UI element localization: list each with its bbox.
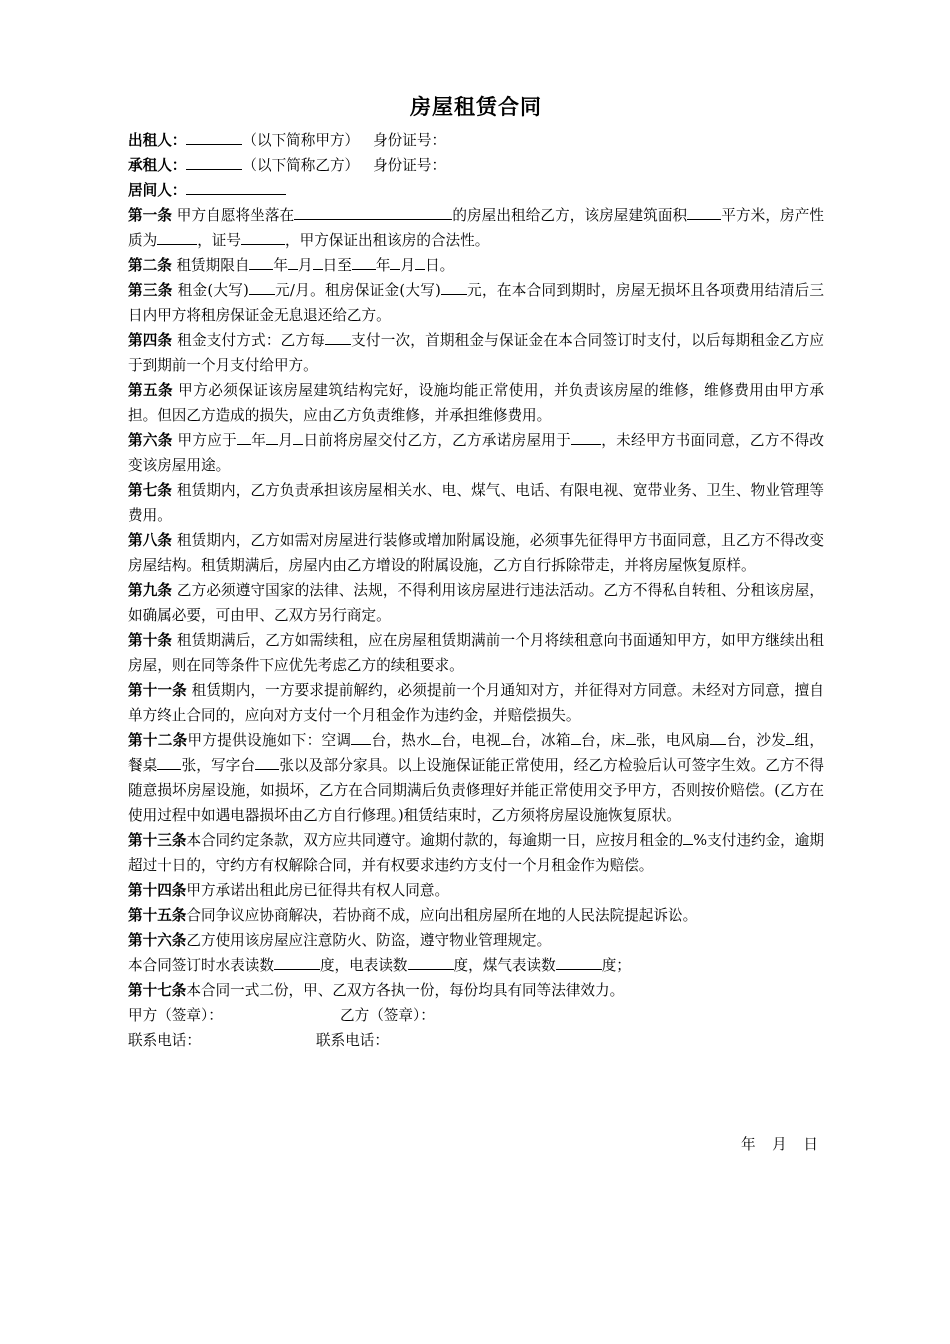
- blank: [710, 730, 726, 745]
- day-end-label: 日。: [425, 257, 455, 274]
- clause-5-head: 第五条: [128, 382, 174, 399]
- blank: [351, 730, 371, 745]
- party-b-signature: 乙方（签章）：: [340, 1007, 435, 1024]
- electric-blank: [408, 955, 454, 970]
- clause-12-text-g: 台，沙发: [726, 732, 787, 749]
- clause-8-text: 租赁期内，乙方如需对房屋进行装修或增加附属设施，必须事先征得甲方书面同意，且乙方不得改变房屋结构。租赁期满后，房屋内由乙方增设的附属设施，乙方自行拆除带走，并将房屋恢复原样。: [128, 532, 824, 574]
- clause-1-text-e: ，甲方保证出租该房的合法性。: [285, 232, 490, 249]
- clause-10-head: 第十条: [128, 632, 173, 649]
- clause-12-head: 第十二条: [128, 732, 188, 749]
- clause-11-head: 第十一条: [128, 682, 187, 699]
- clause-1-text-b: 的房屋出租给乙方，该房屋建筑面积: [452, 207, 688, 224]
- gas-meter-label: 度，煤气表读数: [453, 957, 556, 974]
- blank: [237, 430, 251, 445]
- clause-13: [128, 828, 824, 878]
- clause-6: [128, 428, 824, 478]
- penalty-rate-blank: [683, 830, 693, 845]
- clause-10-text: 租赁期满后，乙方如需续租，应在房屋租赁期满前一个月将续租意向书面通知甲方，如甲方继续出租房屋，则在同等条件下应优先考虑乙方的续租要求。: [128, 632, 824, 674]
- clause-1-head: 第一条: [128, 207, 173, 224]
- clause-7-head: 第七条: [128, 482, 173, 499]
- clause-1: [128, 203, 824, 253]
- clause-8: [128, 528, 824, 578]
- clause-15-head: 第十五条: [128, 907, 187, 924]
- clause-3-head: 第三条: [128, 282, 173, 299]
- clause-3-text-a: 租金(大写): [177, 282, 249, 299]
- signature-row: [128, 1003, 824, 1028]
- clause-16-head: 第十六条: [128, 932, 187, 949]
- clause-9: [128, 578, 824, 628]
- party-a-phone: 联系电话：: [128, 1032, 201, 1049]
- blank: [415, 255, 425, 270]
- gas-blank: [556, 955, 602, 970]
- id-label-b: 身份证号：: [373, 157, 447, 174]
- clause-6-head: 第六条: [128, 432, 173, 449]
- clause-6-text-c: ，未经甲方书面同意，乙方不得改变该房屋用途。: [128, 432, 824, 474]
- clause-14-text: 甲方承诺出租此房已征得共有权人同意。: [186, 882, 450, 899]
- usage-blank: [571, 430, 601, 445]
- month-label: 月: [400, 257, 416, 274]
- day-to-label: 日至: [322, 257, 352, 274]
- clause-2: [128, 253, 824, 278]
- clause-17: [128, 978, 824, 1003]
- clause-2-head: 第二条: [128, 257, 172, 274]
- clause-15: [128, 903, 824, 928]
- clause-1-text-d: ，证号: [197, 232, 241, 249]
- year-label: 年: [250, 432, 267, 449]
- address-blank: [294, 205, 452, 220]
- clause-12: [128, 728, 824, 828]
- blank: [431, 730, 441, 745]
- abbr-b: （以下简称乙方）: [242, 157, 360, 174]
- clause-12-text-f: 张，电风扇: [635, 732, 711, 749]
- broker-label: 居间人：: [128, 182, 187, 199]
- clause-4: [128, 328, 824, 378]
- clause-12-text-i: 张，写字台: [181, 757, 256, 774]
- clause-12-text-a: 甲方提供设施如下：空调: [187, 732, 352, 749]
- clause-16: [128, 928, 824, 953]
- lessor-line: [128, 128, 824, 153]
- water-meter-label: 本合同签订时水表读数: [128, 957, 274, 974]
- blank: [249, 255, 273, 270]
- broker-blank: [186, 180, 286, 195]
- party-a-signature: 甲方（签章）：: [128, 1007, 223, 1024]
- year-label: 年: [375, 257, 391, 274]
- blank: [255, 755, 279, 770]
- broker-line: [128, 178, 824, 203]
- blank: [390, 255, 400, 270]
- abbr-a: （以下简称甲方）: [242, 132, 360, 149]
- clause-14: [128, 878, 824, 903]
- blank: [501, 730, 511, 745]
- rent-blank: [249, 280, 275, 295]
- clause-11-text: 租赁期内，一方要求提前解约，必须提前一个月通知对方，并征得对方同意。未经对方同意，擅自单方终止合同的，应向对方支付一个月租金作为违约金，并赔偿损失。: [128, 682, 824, 724]
- clause-3: [128, 278, 824, 328]
- clause-12-text-d: 台，冰箱: [510, 732, 571, 749]
- blank: [288, 255, 298, 270]
- clause-6-text-b: 日前将房屋交付乙方，乙方承诺房屋用于: [303, 432, 572, 449]
- party-b-phone: 联系电话：: [316, 1032, 389, 1049]
- blank: [571, 730, 581, 745]
- lessor-blank: [186, 130, 242, 145]
- meter-readings: [128, 953, 824, 978]
- clause-5-text: 甲方必须保证该房屋建筑结构完好，设施均能正常使用，并负责该房屋的维修，维修费用由甲方承担。但因乙方造成的损失，应由乙方负责维修，并承担维修费用。: [128, 382, 824, 424]
- clause-16-text: 乙方使用该房屋应注意防火、防盗，遵守物业管理规定。: [186, 932, 552, 949]
- lessee-label: 承租人：: [128, 157, 187, 174]
- meter-unit: 度；: [601, 957, 631, 974]
- clause-12-text-c: 台，电视: [441, 732, 501, 749]
- clause-9-head: 第九条: [128, 582, 173, 599]
- clause-8-head: 第八条: [128, 532, 173, 549]
- deposit-blank: [441, 280, 467, 295]
- clause-6-text-a: 甲方应于: [177, 432, 237, 449]
- property-blank: [157, 230, 197, 245]
- month-label: 月: [278, 432, 294, 449]
- phone-row: [128, 1028, 824, 1053]
- blank: [293, 430, 303, 445]
- sign-date: 年 月 日: [740, 1136, 824, 1153]
- blank: [266, 430, 278, 445]
- clause-1-text-a: 甲方自愿将坐落在: [176, 207, 295, 224]
- clause-17-head: 第十七条: [128, 982, 187, 999]
- year-label: 年: [273, 257, 289, 274]
- clause-17-text: 本合同一式二份，甲、乙双方各执一份，每份均具有同等法律效力。: [186, 982, 625, 999]
- lessee-blank: [186, 155, 242, 170]
- clause-7: [128, 478, 824, 528]
- clause-5: [128, 378, 824, 428]
- blank: [626, 730, 636, 745]
- clause-12-text-h: 组，餐桌: [128, 732, 824, 774]
- clause-12-text-j: 张以及部分家具。以上设施保证能正常使用，经乙方检验后认可签字生效。乙方不得随意损坏房屋设施，如损坏，乙方在合同期满后负责修理好并能正常使用交予甲方，否则按价赔偿。(乙方在使用过程中如遇电器损坏由乙方自行修理。)租赁结束时，乙方须将房屋设施恢复原状。: [128, 757, 824, 824]
- electric-meter-label: 度，电表读数: [319, 957, 408, 974]
- clause-1-text-c: 平方米，房产性质为: [128, 207, 824, 249]
- clause-4-head: 第四条: [128, 332, 173, 349]
- clause-3-text-b: 元/月。租房保证金(大写): [274, 282, 441, 299]
- blank: [786, 730, 794, 745]
- lessor-label: 出租人：: [128, 132, 187, 149]
- month-label: 月: [298, 257, 313, 274]
- clause-11: [128, 678, 824, 728]
- blank: [352, 255, 376, 270]
- clause-15-text: 合同争议应协商解决，若协商不成，应向出租房屋所在地的人民法院提起诉讼。: [186, 907, 698, 924]
- clause-13-head: 第十三条: [128, 832, 187, 849]
- cert-blank: [241, 230, 285, 245]
- clause-10: [128, 628, 824, 678]
- clause-13-text-a: 本合同约定条款，双方应共同遵守。逾期付款的，每逾期一日，应按月租金的: [186, 832, 684, 849]
- water-blank: [274, 955, 320, 970]
- area-blank: [687, 205, 721, 220]
- clause-14-head: 第十四条: [128, 882, 187, 899]
- clause-13-text-b: %支付违约金，逾期超过十日的，守约方有权解除合同，并有权要求违约方支付一个月租金作为赔偿。: [128, 832, 824, 874]
- clause-2-text-a: 租赁期限自: [176, 257, 250, 274]
- clause-9-text: 乙方必须遵守国家的法律、法规，不得利用该房屋进行违法活动。乙方不得私自转租、分租该房屋，如确属必要，可由甲、乙双方另行商定。: [128, 582, 824, 624]
- id-label-a: 身份证号：: [373, 132, 447, 149]
- blank: [157, 755, 181, 770]
- lessee-line: [128, 153, 824, 178]
- clause-4-text-b: 支付一次，首期租金与保证金在本合同签订时支付，以后每期租金乙方应于到期前一个月支付给甲方。: [128, 332, 824, 374]
- page-title: 房屋租赁合同: [410, 95, 542, 119]
- clause-12-text-b: 台，热水: [371, 732, 432, 749]
- contract-page: [128, 92, 824, 1153]
- clause-12-text-e: 台，床: [580, 732, 626, 749]
- blank: [313, 255, 323, 270]
- period-blank: [325, 330, 351, 345]
- clause-3-text-c: 元，在本合同到期时，房屋无损坏且各项费用结清后三日内甲方将租房保证金无息退还给乙方。: [128, 282, 824, 324]
- clause-4-text-a: 租金支付方式：乙方每: [177, 332, 325, 349]
- clause-7-text: 租赁期内，乙方负责承担该房屋相关水、电、煤气、电话、有限电视、宽带业务、卫生、物业管理等费用。: [128, 482, 824, 524]
